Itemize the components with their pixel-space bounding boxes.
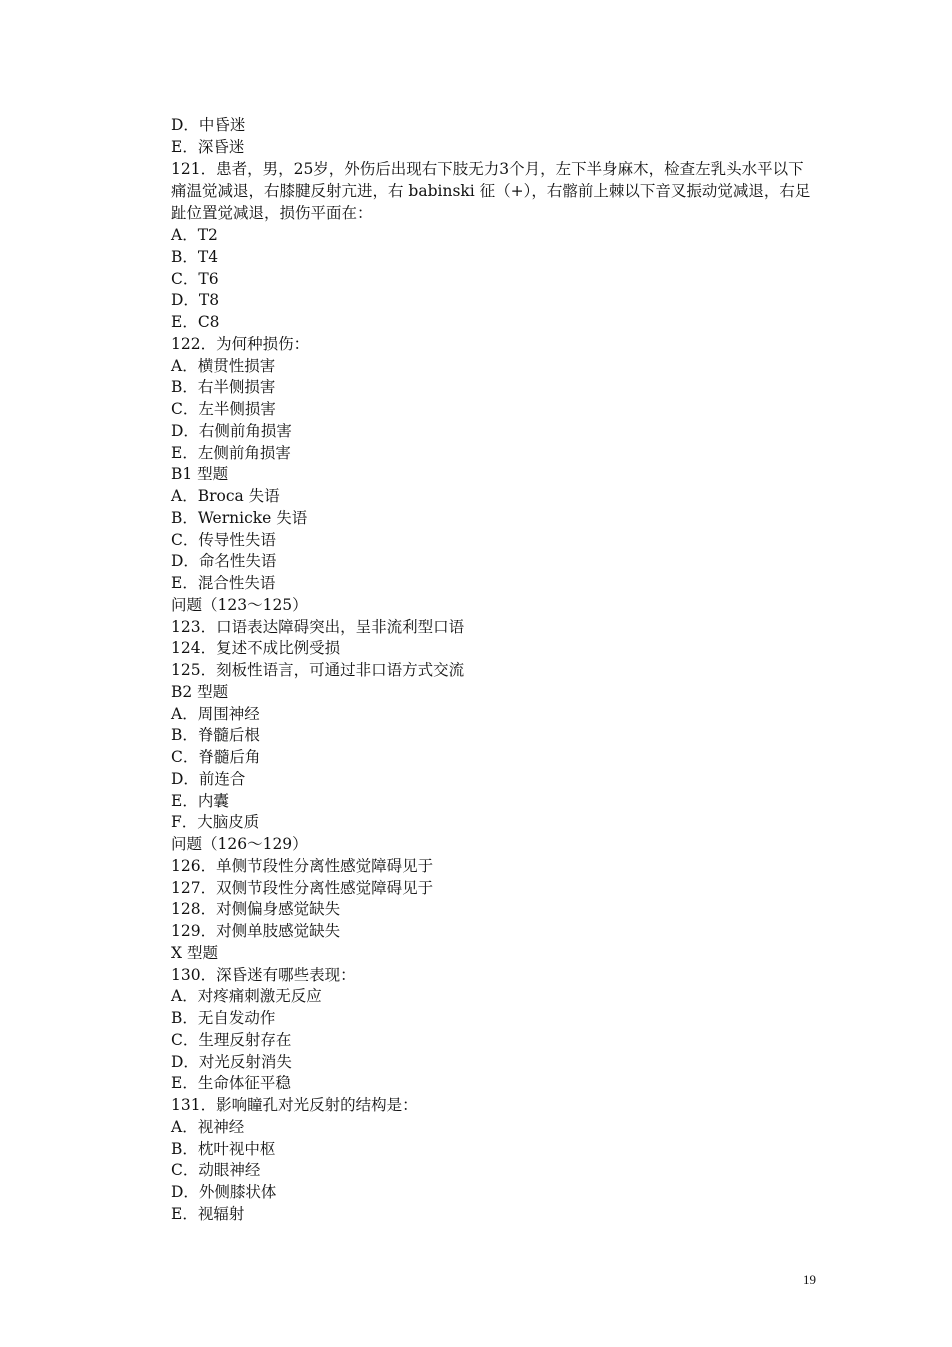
question-line: 130．深昏迷有哪些表现：	[171, 965, 356, 984]
option-line: C．T6	[171, 269, 219, 288]
option-line: A．Broca 失语	[171, 487, 280, 505]
question-line: 122．为何种损伤：	[171, 334, 310, 353]
option-line: C．动眼神经	[171, 1161, 261, 1180]
question-line: 125．刻板性语言，可通过非口语方式交流	[171, 661, 465, 679]
option-line: D．T8	[171, 291, 220, 310]
option-line: E．内囊	[171, 791, 229, 810]
question-line: 129．对侧单肢感觉缺失	[171, 922, 341, 940]
option-line: A．横贯性损害	[171, 356, 276, 375]
option-line: B1 型题	[171, 465, 229, 484]
question-line: 123．口语表达障碍突出，呈非流利型口语	[171, 617, 465, 636]
option-line: C．生理反射存在	[171, 1030, 292, 1049]
option-line: C．左半侧损害	[171, 400, 276, 418]
option-line: A．视神经	[171, 1117, 245, 1136]
option-line: E．深昏迷	[171, 138, 245, 156]
question-line: 128．对侧偏身感觉缺失	[171, 900, 341, 919]
option-line: B2 型题	[171, 682, 229, 701]
page-number: 19	[803, 1272, 816, 1287]
option-line: B．脊髓后根	[171, 726, 260, 745]
option-line: E．视辐射	[171, 1204, 245, 1223]
option-line: B．Wernicke 失语	[171, 508, 308, 527]
option-line: D．命名性失语	[171, 552, 277, 571]
option-line: A．对疼痛刺激无反应	[171, 987, 322, 1006]
option-line: B．枕叶视中枢	[171, 1139, 276, 1158]
question-121-text: 121．患者，男，25岁，外伤后出现右下肢无力3个月，左下半身麻木，检查左乳头水平以下痛温觉减退，右膝腱反射亢进，右 babinski 征（+），右髂前上棘以下音叉振动觉减退，右足趾位置觉减退，损伤平面在：	[171, 160, 811, 222]
option-line: E．左侧前角损害	[171, 443, 291, 462]
question-line: 126．单侧节段性分离性感觉障碍见于	[171, 856, 434, 875]
option-line: 问题（126～129）	[171, 835, 308, 853]
option-line: E．混合性失语	[171, 574, 276, 592]
option-line: D．中昏迷	[171, 116, 246, 134]
question-line: 124．复述不成比例受损	[171, 639, 341, 658]
option-line: A．T2	[171, 226, 218, 244]
option-line: F．大脑皮质	[171, 813, 260, 832]
option-line: C．脊髓后角	[171, 748, 261, 766]
question-line: 131．影响瞳孔对光反射的结构是：	[171, 1096, 418, 1114]
option-line: C．传导性失语	[171, 530, 276, 549]
option-line: D．外侧膝状体	[171, 1183, 277, 1201]
option-line: E．生命体征平稳	[171, 1074, 291, 1093]
question-line: 127．双侧节段性分离性感觉障碍见于	[171, 878, 434, 897]
option-line: E．C8	[171, 313, 220, 331]
question-121	[137, 158, 817, 224]
option-line: 问题（123～125）	[171, 595, 308, 614]
option-line: X 型题	[171, 943, 218, 962]
option-line: B．T4	[171, 247, 219, 266]
option-line: B．无自发动作	[171, 1009, 276, 1027]
option-line: D．前连合	[171, 769, 246, 788]
option-line: B．右半侧损害	[171, 378, 276, 397]
option-line: D．右侧前角损害	[171, 421, 292, 440]
option-line: D．对光反射消失	[171, 1052, 292, 1071]
option-line: A．周围神经	[171, 704, 260, 723]
